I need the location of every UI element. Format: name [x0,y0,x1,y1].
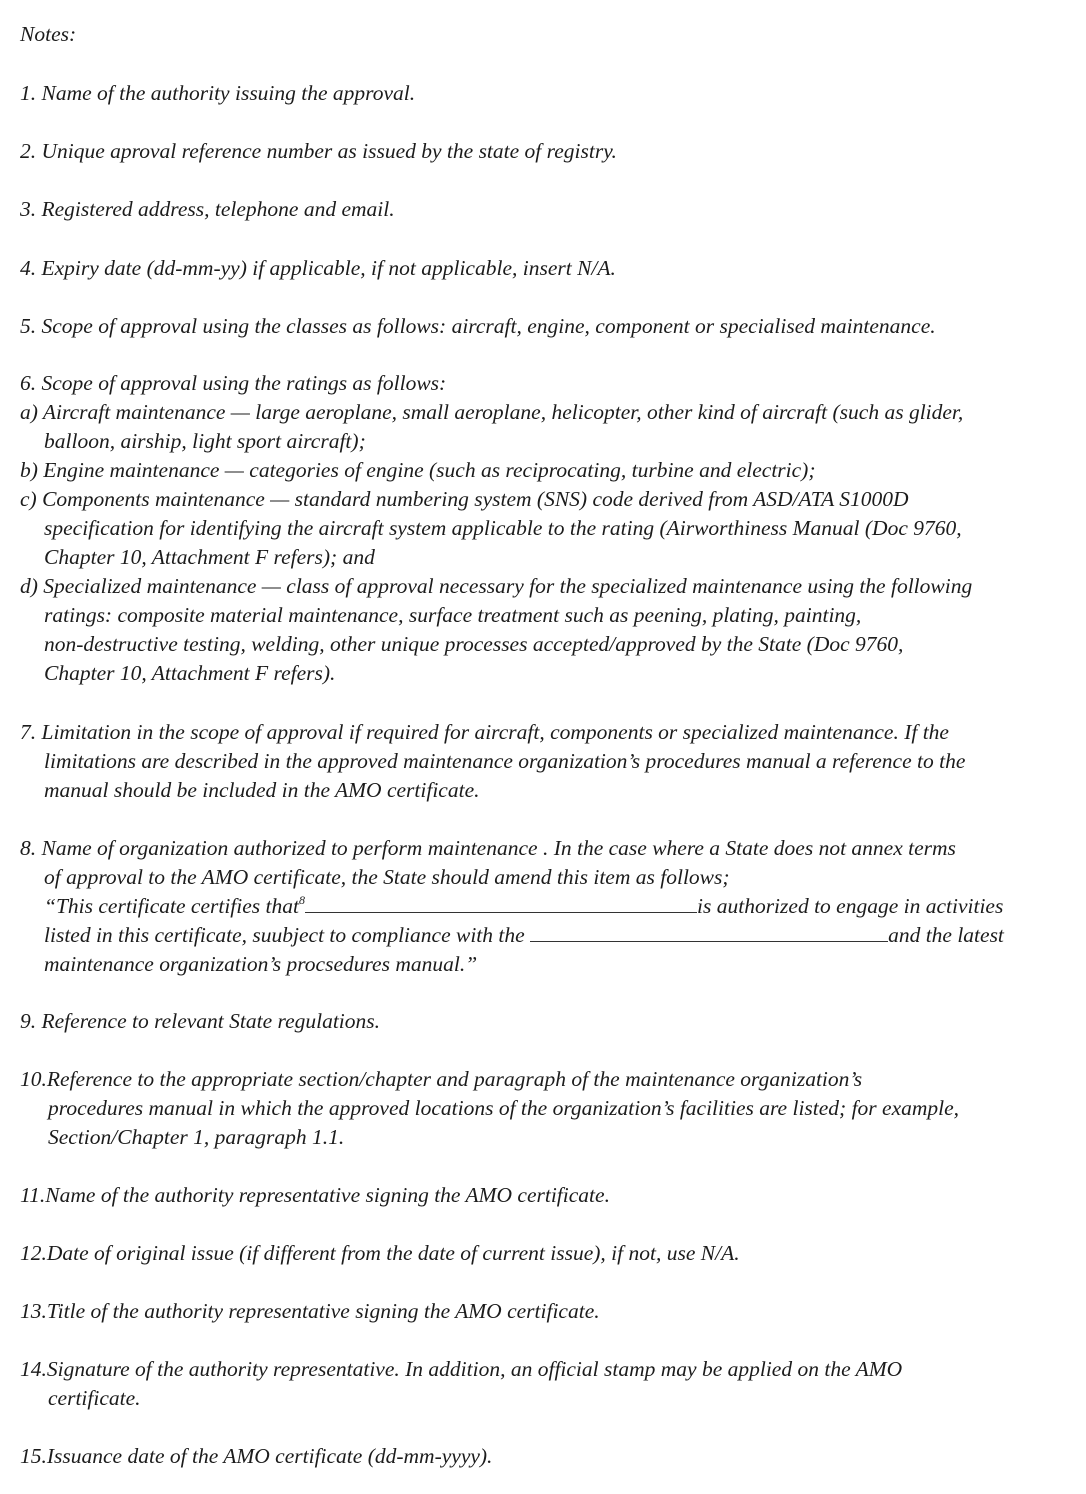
note-9: 9. Reference to relevant State regulations. [20,1009,381,1033]
note-7-line-2: limitations are described in the approved maintenance organization’s procedures manual a reference to the [44,749,966,773]
note-14-line-2: certificate. [48,1386,141,1410]
note-10-line-2: procedures manual in which the approved locations of the organization’s facilities are listed; for example, [48,1096,960,1120]
note-7-line-3: manual should be included in the AMO certificate. [44,778,480,802]
note-8-line-3 [44,893,1004,918]
note-8-line-1: 8. Name of organization authorized to perform maintenance . In the case where a State does not annex terms [20,836,956,860]
note-14-line-1: 14.Signature of the authority representative. In addition, an official stamp may be applied on the AMO [20,1357,903,1381]
note-2: 2. Unique aproval reference number as issued by the state of registry. [20,139,617,163]
note-8-latest-text: and the latest [888,923,1004,947]
note-6d-line-1: d) Specialized maintenance — class of approval necessary for the specialized maintenance using the following [20,574,973,598]
note-12: 12.Date of original issue (if different from the date of current issue), if not, use N/A. [20,1241,740,1265]
note-6a-line-2: balloon, airship, light sport aircraft); [44,429,366,453]
blank-line-organization [305,911,697,913]
footnote-mark: 8 [299,893,305,907]
note-8-line-2: of approval to the AMO certificate, the State should amend this item as follows; [44,865,730,889]
notes-heading: Notes: [20,22,77,46]
note-8-compliance-text: listed in this certificate, suubject to compliance with the [44,923,525,947]
note-8-quote-start: “This certificate certifies that [44,894,299,918]
note-6b: b) Engine maintenance — categories of engine (such as reciprocating, turbine and electric); [20,458,816,482]
note-8-line-5: maintenance organization’s procsedures manual.” [44,952,478,976]
note-6d-line-3: non-destructive testing, welding, other unique processes accepted/approved by the State (Doc 9760, [44,632,904,656]
note-6: 6. Scope of approval using the ratings as follows: [20,371,447,395]
note-6d-line-4: Chapter 10, Attachment F refers). [44,661,336,685]
note-10-line-1: 10.Reference to the appropriate section/chapter and paragraph of the maintenance organization’s [20,1067,863,1091]
blank-line-regulation [530,940,888,942]
note-11: 11.Name of the authority representative signing the AMO certificate. [20,1183,610,1207]
note-7-line-1: 7. Limitation in the scope of approval if required for aircraft, components or specialized maintenance. If the [20,720,949,744]
note-5: 5. Scope of approval using the classes as follows: aircraft, engine, component or specialised maintenance. [20,314,936,338]
note-6c-line-3: Chapter 10, Attachment F refers); and [44,545,375,569]
note-8-quote-cont: is authorized to engage in activities [697,894,1004,918]
note-13: 13.Title of the authority representative signing the AMO certificate. [20,1299,600,1323]
note-1: 1. Name of the authority issuing the approval. [20,81,416,105]
note-6c-line-2: specification for identifying the aircraft system applicable to the rating (Airworthiness Manual (Doc 9760, [44,516,962,540]
note-6d-line-2: ratings: composite material maintenance, surface treatment such as peening, plating, painting, [44,603,862,627]
note-8-line-4 [44,925,1004,947]
note-6a-line-1: a) Aircraft maintenance — large aeroplane, small aeroplane, helicopter, other kind of aircraft (such as glider, [20,400,964,424]
note-4: 4. Expiry date (dd-mm-yy) if applicable, if not applicable, insert N/A. [20,256,616,280]
note-15: 15.Issuance date of the AMO certificate (dd-mm-yyyy). [20,1444,493,1468]
note-6c-line-1: c) Components maintenance — standard numbering system (SNS) code derived from ASD/ATA S1000D [20,487,909,511]
note-3: 3. Registered address, telephone and email. [20,197,395,221]
note-10-line-3: Section/Chapter 1, paragraph 1.1. [48,1125,345,1149]
